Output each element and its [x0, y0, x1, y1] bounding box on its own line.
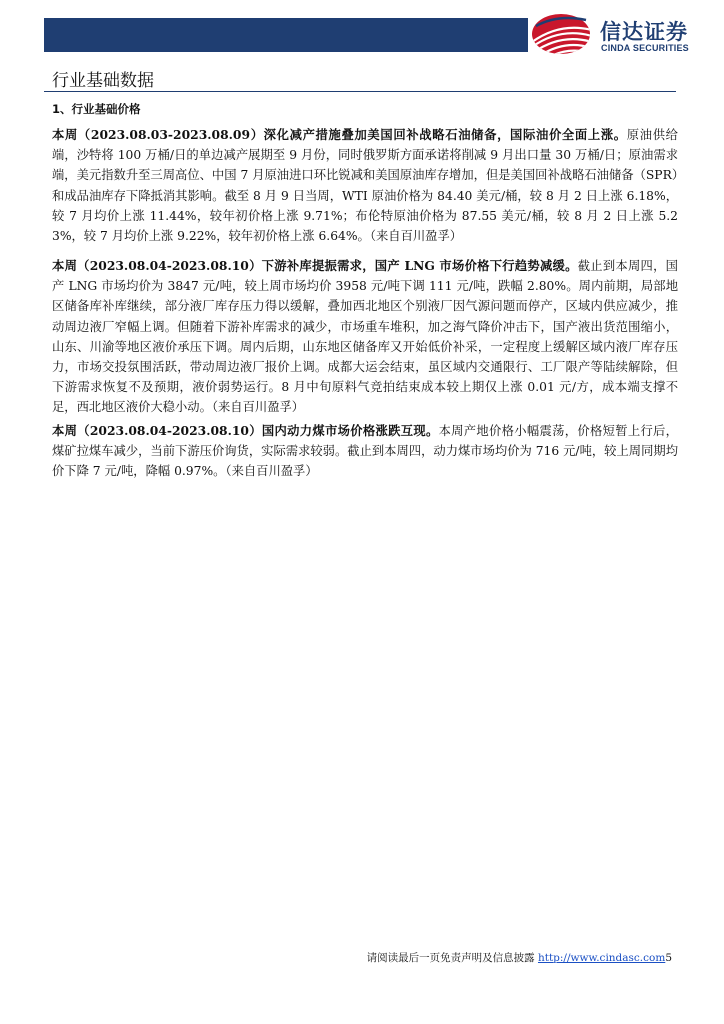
footer [367, 950, 672, 965]
website-link[interactable]: http://www.cindasc.com [537, 952, 666, 964]
cinda-globe-icon [530, 12, 592, 56]
paragraph-body: 本周产地价格小幅震荡，价格短暂上行后，煤矿拉煤车减少，当前下游压价询货，实际需求较弱。截止到本周四，动力煤市场均价为 716 元/吨，较上周同期均价下降 7 元/吨，降幅 0.97%。（来自百川盈孚） [52, 424, 678, 479]
header-bar [44, 18, 528, 52]
page-number: 5 [665, 952, 672, 964]
paragraph-body: 原油供给端，沙特将 100 万桶/日的单边减产展期至 9 月份，同时俄罗斯方面承诺将削减 9 月出口量 30 万桶/日；原油需求端，美元指数升至三周高位、中国 7 月原油进口环比锐减和美国原油库存增加，但是美国回补战略石油储备（SPR）和成品油库存下降抵消其影响。截至 8 月 9 日当周，WTI 原油价格为 84.40 美元/桶，较 8 月 2 日上涨 6.18%，较 7 月均价上涨 11.44%，较年初价格上涨 9.71%；布伦特原油价格为 87.55 美元/桶，较 8 月 2 日上涨 5.23%，较 7 月均价上涨 9.22%，较年初价格上涨 6.64%。（来自百川盈孚） [52, 128, 678, 244]
paragraph-thermal-coal [52, 421, 678, 482]
title-divider [44, 91, 676, 92]
paragraph-crude-oil [52, 125, 678, 246]
paragraph-lng [52, 256, 678, 418]
paragraph-lead: 本周（2023.08.04-2023.08.10）国内动力煤市场价格涨跌互现。 [52, 423, 439, 438]
cinda-logo [530, 12, 710, 56]
subheading: 1、行业基础价格 [52, 102, 141, 116]
paragraph-lead: 本周（2023.08.03-2023.08.09）深化减产措施叠加美国回补战略石油储备，国际油价全面上涨。 [52, 127, 627, 142]
section-title: 行业基础数据 [52, 71, 154, 91]
paragraph-lead: 本周（2023.08.04-2023.08.10）下游补库提振需求，国产 LNG 市场价格下行趋势减缓。 [52, 258, 578, 273]
logo-english-name: CINDA SECURITIES [601, 43, 689, 53]
paragraph-body: 截止到本周四，国产 LNG 市场均价为 3847 元/吨，较上周市场均价 3958 元/吨下调 111 元/吨，跌幅 2.80%。周内前期，局部地区储备库补库继续，部分液厂库存压力得以缓解，叠加西北地区个别液厂因气源问题而停产，区域内供应减少，推动周边液厂窄幅上调。但随着下游补库需求的减少，市场重车堆积，加之海气降价冲击下，国产液出货范围缩小，山东、川渝等地区液价承压下调。周内后期，山东地区储备库又开始低价补采，一定程度上缓解区域内液厂库存压力，市场交投氛围活跃，带动周边液厂报价上调。成都大运会结束，虽区域内交通限行、工厂限产等陆续解除，但下游需求恢复不及预期，液价弱势运行。8 月中旬原料气竞拍结束成本较上期仅上涨 0.01 元/方，成本端支撑不足，西北地区液价大稳小动。（来自百川盈孚） [52, 259, 678, 415]
logo-chinese-name: 信达证券 [600, 20, 688, 44]
disclaimer-notice: 请阅读最后一页免责声明及信息披露 [366, 952, 535, 964]
